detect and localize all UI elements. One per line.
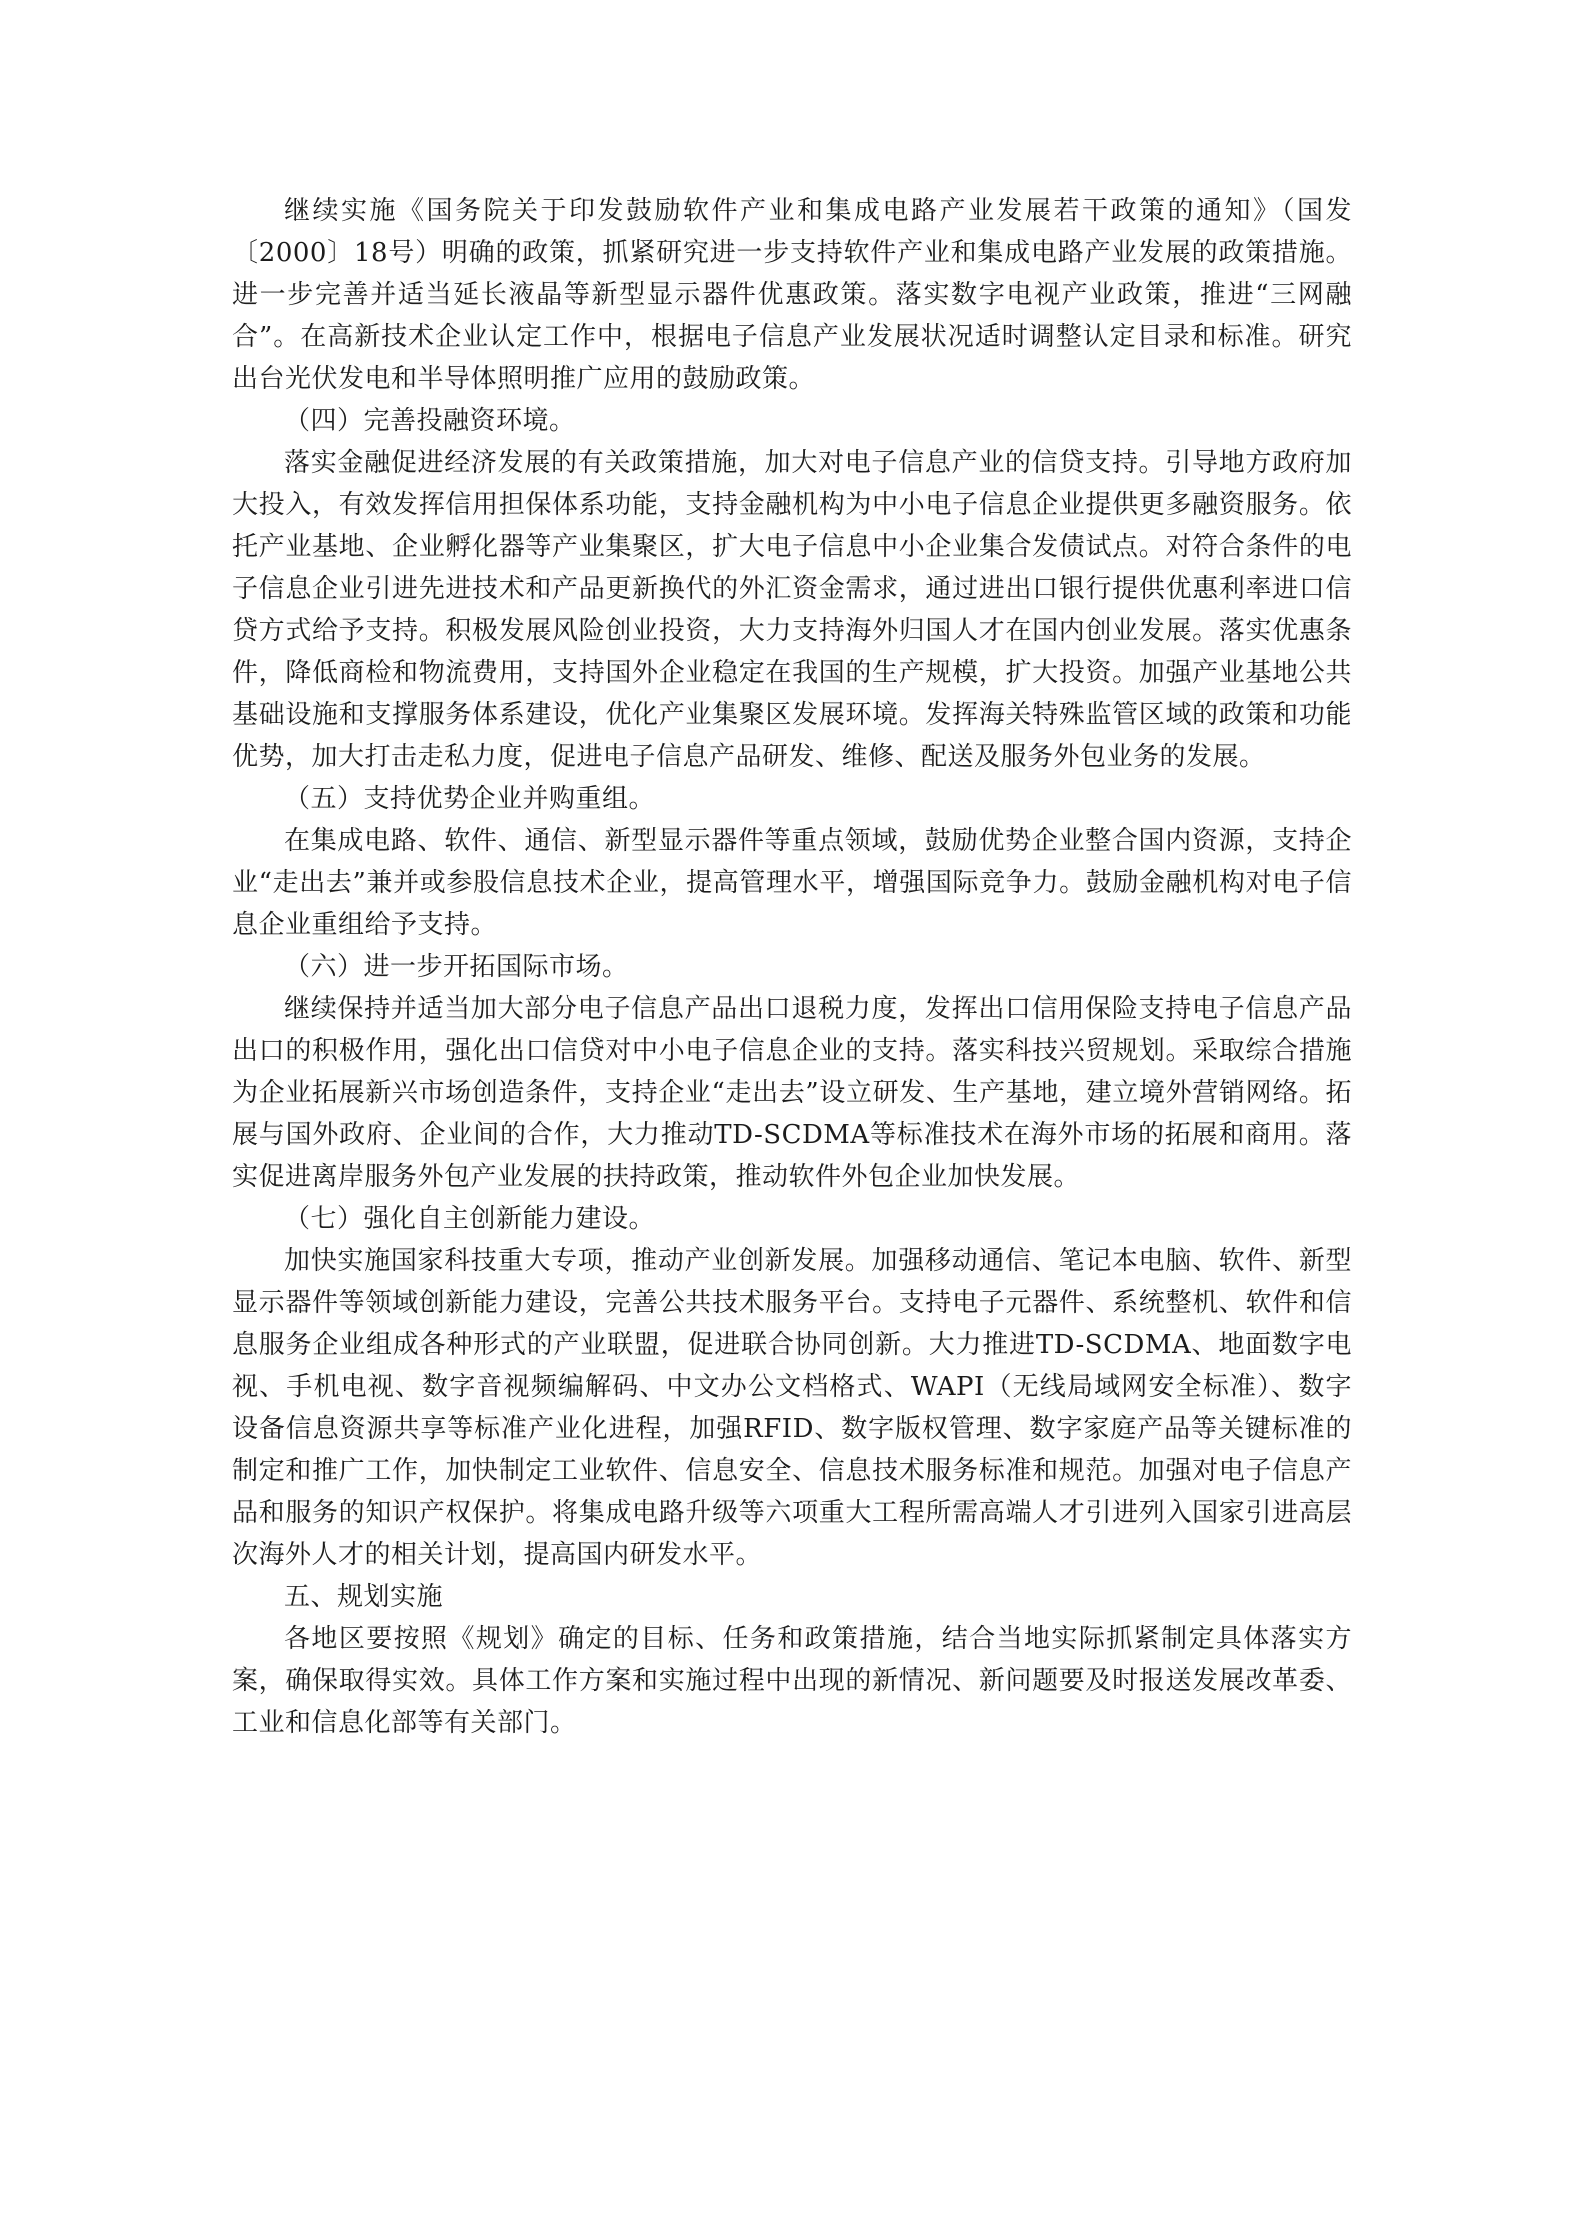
section-heading-innovation: （七）强化自主创新能力建设。 (284, 1204, 656, 1234)
paragraph-international-market: 继续保持并适当加大部分电子信息产品出口退税力度，发挥出口信用保险支持电子信息产品出口的积极作用，强化出口信贷对中小电子信息企业的支持。落实科技兴贸规划。采取综合措施为企业拓展新兴市场创造条件，支持企业“走出去”设立研发、生产基地，建立境外营销网络。拓展与国外政府、企业间的合作，大力推动TD-SCDMA等标准技术在海外市场的拓展和商用。落实促进离岸服务外包产业发展的扶持政策，推动软件外包企业加快发展。 (232, 994, 1352, 1192)
section-heading-implementation: 五、规划实施 (284, 1582, 444, 1612)
paragraph-policy-continuation: 继续实施《国务院关于印发鼓励软件产业和集成电路产业发展若干政策的通知》（国发〔2000〕18号）明确的政策，抓紧研究进一步支持软件产业和集成电路产业发展的政策措施。进一步完善并适当延长液晶等新型显示器件优惠政策。落实数字电视产业政策，推进“三网融合”。在高新技术企业认定工作中，根据电子信息产业发展状况适时调整认定目录和标准。研究出台光伏发电和半导体照明推广应用的鼓励政策。 (232, 196, 1352, 394)
document-body (232, 190, 1352, 1744)
paragraph-innovation: 加快实施国家科技重大专项，推动产业创新发展。加强移动通信、笔记本电脑、软件、新型显示器件等领域创新能力建设，完善公共技术服务平台。支持电子元器件、系统整机、软件和信息服务企业组成各种形式的产业联盟，促进联合协同创新。大力推进TD-SCDMA、地面数字电视、手机电视、数字音视频编解码、中文办公文档格式、WAPI（无线局域网安全标准）、数字设备信息资源共享等标准产业化进程，加强RFID、数字版权管理、数字家庭产品等关键标准的制定和推广工作，加快制定工业软件、信息安全、信息技术服务标准和规范。加强对电子信息产品和服务的知识产权保护。将集成电路升级等六项重大工程所需高端人才引进列入国家引进高层次海外人才的相关计划，提高国内研发水平。 (232, 1246, 1352, 1570)
section-heading-mergers: （五）支持优势企业并购重组。 (284, 784, 656, 814)
paragraph-investment-financing: 落实金融促进经济发展的有关政策措施，加大对电子信息产业的信贷支持。引导地方政府加大投入，有效发挥信用担保体系功能，支持金融机构为中小电子信息企业提供更多融资服务。依托产业基地、企业孵化器等产业集聚区，扩大电子信息中小企业集合发债试点。对符合条件的电子信息企业引进先进技术和产品更新换代的外汇资金需求，通过进出口银行提供优惠利率进口信贷方式给予支持。积极发展风险创业投资，大力支持海外归国人才在国内创业发展。落实优惠条件，降低商检和物流费用，支持国外企业稳定在我国的生产规模，扩大投资。加强产业基地公共基础设施和支撑服务体系建设，优化产业集聚区发展环境。发挥海关特殊监管区域的政策和功能优势，加大打击走私力度，促进电子信息产品研发、维修、配送及服务外包业务的发展。 (232, 448, 1352, 772)
paragraph-mergers: 在集成电路、软件、通信、新型显示器件等重点领域，鼓励优势企业整合国内资源，支持企业“走出去”兼并或参股信息技术企业，提高管理水平，增强国际竞争力。鼓励金融机构对电子信息企业重组给予支持。 (232, 826, 1352, 940)
section-heading-investment-financing: （四）完善投融资环境。 (284, 406, 576, 436)
section-heading-international-market: （六）进一步开拓国际市场。 (284, 952, 629, 982)
paragraph-implementation: 各地区要按照《规划》确定的目标、任务和政策措施，结合当地实际抓紧制定具体落实方案，确保取得实效。具体工作方案和实施过程中出现的新情况、新问题要及时报送发展改革委、工业和信息化部等有关部门。 (232, 1624, 1352, 1738)
